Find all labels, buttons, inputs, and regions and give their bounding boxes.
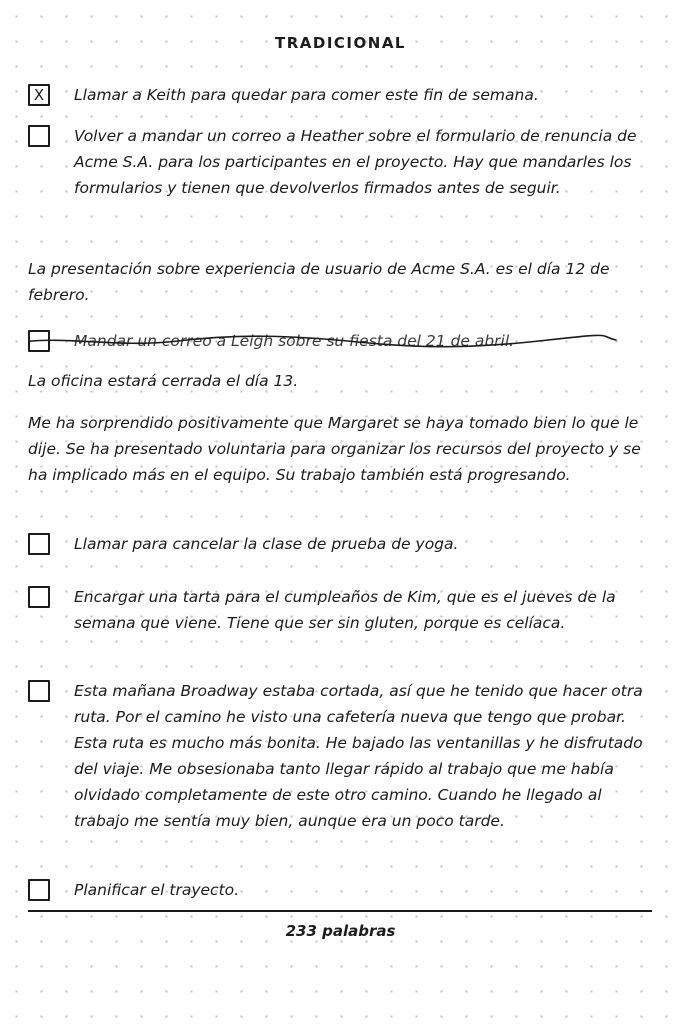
note-office-closed: La oficina estará cerrada el día 13.	[28, 372, 299, 390]
task-text: Llamar a Keith para quedar para comer este fin de semana.	[74, 86, 539, 104]
checkbox[interactable]	[28, 125, 50, 147]
word-count: 233 palabras	[285, 922, 396, 940]
page-title: TRADICIONAL	[275, 34, 406, 52]
checkbox[interactable]	[28, 586, 50, 608]
task-text: Encargar una tarta para el cumpleaños de Kim, que es el jueves de la semana que viene. Tiene que ser sin gluten, porque es celíaca.	[74, 588, 616, 632]
task-text-struck: Mandar un correo a Leigh sobre su fiesta del 21 de abril.	[74, 332, 515, 350]
task-text: Volver a mandar un correo a Heather sobre el formulario de renuncia de Acme S.A. para los participantes en el proyecto. Hay que mandarles los formularios y tienen que devolverlos firmados antes de seguir.	[74, 127, 637, 197]
task-text: Llamar para cancelar la clase de prueba de yoga.	[74, 535, 459, 553]
checkbox[interactable]	[28, 533, 50, 555]
note-presentation: La presentación sobre experiencia de usuario de Acme S.A. es el día 12 de febrero.	[28, 260, 610, 304]
footer-divider	[28, 910, 652, 912]
task-text: Esta mañana Broadway estaba cortada, así que he tenido que hacer otra ruta. Por el camino he visto una cafetería nueva que tengo que probar. Esta ruta es mucho más bonita. He bajado las ventanillas y he disfrutado del viaje. Me obsesionaba tanto llegar rápido al trabajo que me había olvidado completamente de este otro camino. Cuando he llegado al trabajo me sentía muy bien, aunque era un poco tarde.	[74, 682, 643, 830]
note-margaret: Me ha sorprendido positivamente que Margaret se haya tomado bien lo que le dije. Se ha presentado voluntaria para organizar los recursos del proyecto y se ha implicado más en el equipo. Su trabajo también está progresando.	[28, 414, 641, 484]
checkbox[interactable]	[28, 680, 50, 702]
checkbox[interactable]	[28, 879, 50, 901]
checkbox-x-mark: X	[33, 86, 45, 104]
checkbox[interactable]	[28, 330, 50, 352]
checkbox-checked[interactable]	[28, 84, 50, 106]
task-text: Planificar el trayecto.	[74, 881, 240, 899]
